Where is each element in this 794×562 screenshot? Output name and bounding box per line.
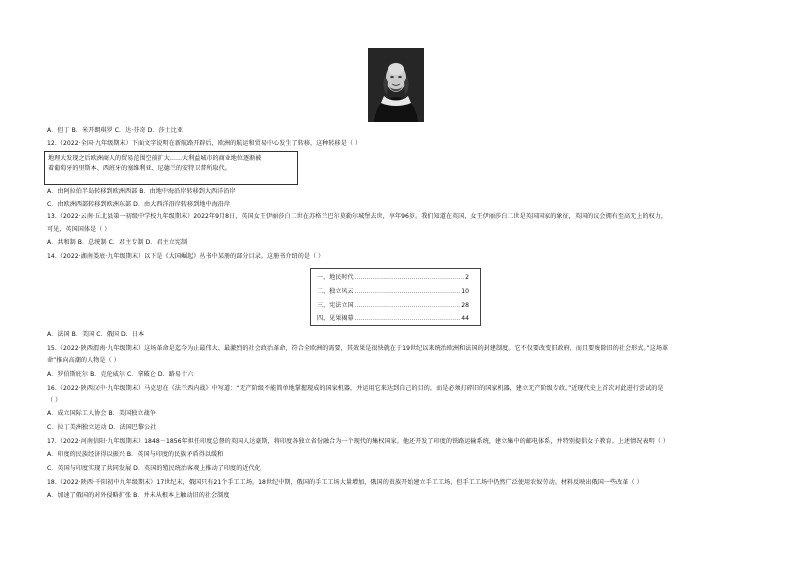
toc-row bbox=[317, 315, 469, 323]
toc-row bbox=[317, 288, 469, 296]
toc-leader bbox=[355, 302, 461, 310]
toc-label: 三、宪法立国 bbox=[317, 302, 354, 309]
q13-stem-cont: 可见，英国国体是（ ） bbox=[47, 226, 111, 233]
q12-quote-box bbox=[44, 151, 298, 185]
q14-stem: 14.（2022·湖南娄底·九年级期末）以下是《大国崛起》丛书中某册的部分目录。这册书介绍的是（ ） bbox=[47, 253, 325, 260]
q16-stem: 16.（2022·陕西汉中·九年级期末）马克思在《法兰西内战》中写道：“无产阶级不能简单地掌握现成的国家机器，并运用它来达到自己的目的，而是必须打碎旧的国家机器，建立无产阶级专政。”近现代史上首次对此进行尝试的是 bbox=[47, 385, 664, 392]
toc-label: 一、地民时代 bbox=[317, 274, 354, 281]
q12-options-ab: A．由阿拉伯半岛转移到欧洲西部 B．由地中海沿岸转移到大西洋沿岸 bbox=[47, 188, 236, 195]
q15-stem: 15.（2022·陕西渭南·九年级期末）这场革命是迄今为止最伟大、最激烈的社会政治革命，符合全欧洲的需要，其效果是很快就在于19世纪以来统治欧洲和法国的封建制度。它不仅要改变旧政府，而且要废除旧的社会形式。”这场革 bbox=[47, 345, 669, 352]
toc-label: 四、见果揭幕 bbox=[317, 315, 354, 322]
q12-stem: 12.（2022·全国·九年级期末）下面文字说明在新航路开辟后，欧洲的航运和贸易中心发生了转移，这种转移是（ ） bbox=[47, 140, 362, 147]
q14-table-of-contents bbox=[310, 268, 481, 326]
q13-stem: 13.（2022·云南·丘北县第一初级中学校九年级期末）2022年9月8日，英国女王伊丽莎白二世在苏格兰巴尔莫勒尔城堡去世，享年96岁。我们知道在英国，女王伊丽莎白二世是英国国家的象征，英国的议会拥有至高无上的权力， bbox=[47, 213, 668, 220]
q18-options-ab: A．加速了俄国的对外侵略扩张 B．并未从根本上触动旧的社会制度 bbox=[47, 492, 230, 499]
q14-options: A．法国 B．美国 C．俄国 D．日本 bbox=[47, 331, 145, 338]
toc-page: 44 bbox=[461, 315, 469, 322]
q13-options: A．共和制 B．总统制 C．君主专制 D．君主立宪制 bbox=[47, 239, 188, 246]
q15-options: A．罗伯斯庇尔 B．克伦威尔 C．拿破仑 D．路易十六 bbox=[47, 371, 194, 378]
q18-stem: 18.（2022·陕西·千阳初中九年级期末）17世纪末，俄国只有21个手工工场。18世纪中期，俄国的手工工场大量增加，俄国的贵族开始建立手工工场，但手工工场中仍然广泛使用农奴劳动。材料反映出俄国一些改革（ ） bbox=[47, 479, 643, 486]
toc-row bbox=[317, 274, 469, 282]
q12-quote-line: 着葡萄牙的里斯本、西班牙的塞维利亚、尼德兰的安特卫普所取代。 bbox=[48, 165, 231, 172]
q17-stem: 17.（2022·河南信阳·九年级期末）1848－1856年担任印度总督的英国人达豪斯，将印度各独立省份融合为一个现代的集权国家。他还开发了印度的铁路运输系统，建立集中的邮电体系，并特别提倡女子教育。上述情况表明（ ） bbox=[47, 438, 670, 445]
toc-leader bbox=[355, 288, 461, 296]
toc-label: 二、独立风云 bbox=[317, 288, 354, 295]
q15-stem-cont: 命”推向高潮的人物是（ ） bbox=[47, 357, 120, 364]
q16-options-ab: A．成立国际工人协会 B．美国独立战争 bbox=[47, 410, 156, 417]
toc-page: 2 bbox=[465, 274, 469, 281]
q12-quote-line: 地理大发现之后欧洲商人的贸易范围空前扩大……大利益城市的商业地位逐渐被 bbox=[48, 155, 262, 162]
portrait-image bbox=[368, 48, 424, 122]
toc-leader bbox=[355, 274, 465, 282]
toc-row bbox=[317, 302, 469, 310]
q12-options-cd: C．由欧洲西部转移到欧洲东部 D．由大西洋沿岸转移到地中海沿岸 bbox=[47, 201, 231, 208]
q17-options-ab: A．印度的民族经济得以振兴 B．英国与印度的民族矛盾得以缓和 bbox=[47, 451, 224, 458]
q16-stem-cont: （ ） bbox=[47, 397, 62, 404]
q17-options-cd: C．英国与印度实现了共同发展 D．英国的殖民统治客观上推动了印度的近代化 bbox=[47, 465, 261, 472]
toc-page: 28 bbox=[461, 302, 469, 309]
toc-leader bbox=[355, 315, 461, 323]
portrait-drawing bbox=[368, 48, 424, 122]
q11-options: A．但丁 B．米开朗琪罗 C．达·芬奇 D．莎士比亚 bbox=[47, 127, 184, 134]
toc-page: 10 bbox=[461, 288, 469, 295]
q16-options-cd: C．拉丁美洲独立运动 D．法国巴黎公社 bbox=[47, 424, 157, 431]
